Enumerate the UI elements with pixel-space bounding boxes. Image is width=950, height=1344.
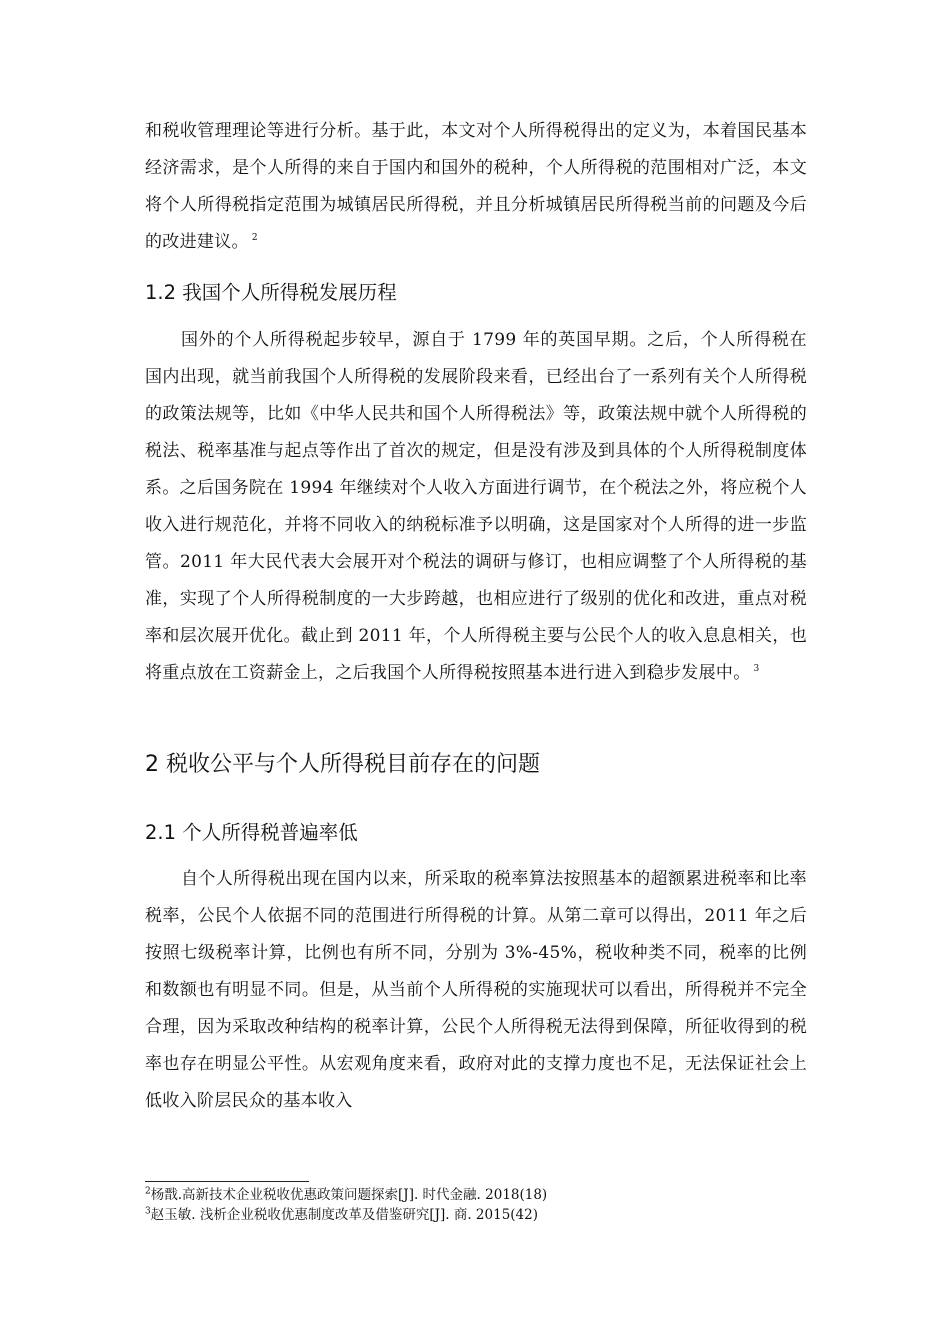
footnote-text: 赵玉敏. 浅析企业税收优惠制度改革及借鉴研究[J]. 商. 2015(42) (150, 1207, 538, 1223)
paragraph-history: 国外的个人所得税起步较早，源自于 1799 年的英国早期。之后，个人所得税在国内出现，就当前我国个人所得税的发展阶段来看，已经出台了一系列有关个人所得税的政策法规等，比如《中华人民共和国个人所得税法》等，政策法规中就个人所得税的税法、税率基准与起点等作出了首次的规定，但是没有涉及到具体的个人所得税制度体系。之后国务院在 1994 年继续对个人收入方面进行调节，在个税法之外，将应税个人收入进行规范化，并将不同收入的纳税标准予以明确，这是国家对个人所得的进一步监管。2011 年大民代表大会展开对个税法的调研与修订，也相应调整了个人所得税的基准，实现了个人所得税制度的一大步跨越，也相应进行了级别的优化和改进，重点对税率和层次展开优化。截止到 2011 年，个人所得税主要与公民个人的收入息息相关，也将重点放在工资薪金上，之后我国个人所得税按照基本进行进入到稳步发展中。 $^3$ (145, 330, 807, 683)
paragraph-intro-continued: 和税收管理理论等进行分析。基于此，本文对个人所得税得出的定义为，本着国民基本经济需求，是个人所得的来自于国内和国外的税种，个人所得税的范围相对广泛，本文将个人所得税指定范围为城镇居民所得税，并且分析城镇居民所得税当前的问题及今后的改进建议。 $^2$ (145, 121, 807, 252)
chapter-heading-2: 2 税收公平与个人所得税目前存在的问题 (145, 752, 540, 777)
footnote-ref-3[interactable]: 3 (753, 664, 760, 675)
footnote-separator (145, 1181, 309, 1182)
footnote-mark: 3 (145, 1206, 151, 1217)
paragraph-tax-rate: 自个人所得税出现在国内以来，所采取的税率算法按照基本的超额累进税率和比率税率，公民个人依据不同的范围进行所得税的计算。从第二章可以得出，2011 年之后按照七级税率计算，比例也有所不同，分别为 3%-45%，税收种类不同，税率的比例和数额也有明显不同。但是，从当前个人所得税的实施现状可以看出，所得税并不完全合理，因为采取改种结构的税率计算，公民个人所得税无法得到保障，所征收得到的税率也存在明显公平性。从宏观角度来看，政府对此的支撑力度也不足，无法保证社会上低收入阶层民众的基本收入 (145, 869, 807, 1111)
footnote-3 (145, 1206, 538, 1224)
section-heading-1-2: 1.2 我国个人所得税发展历程 (145, 281, 397, 304)
footnote-mark: 2 (145, 1186, 151, 1197)
section-heading-2-1: 2.1 个人所得税普遍率低 (145, 821, 358, 844)
footnote-ref-2[interactable]: 2 (251, 233, 258, 244)
footnote-text: 杨戬.高新技术企业税收优惠政策问题探索[J]. 时代金融. 2018(18) (150, 1187, 548, 1203)
footnote-2 (145, 1186, 547, 1204)
